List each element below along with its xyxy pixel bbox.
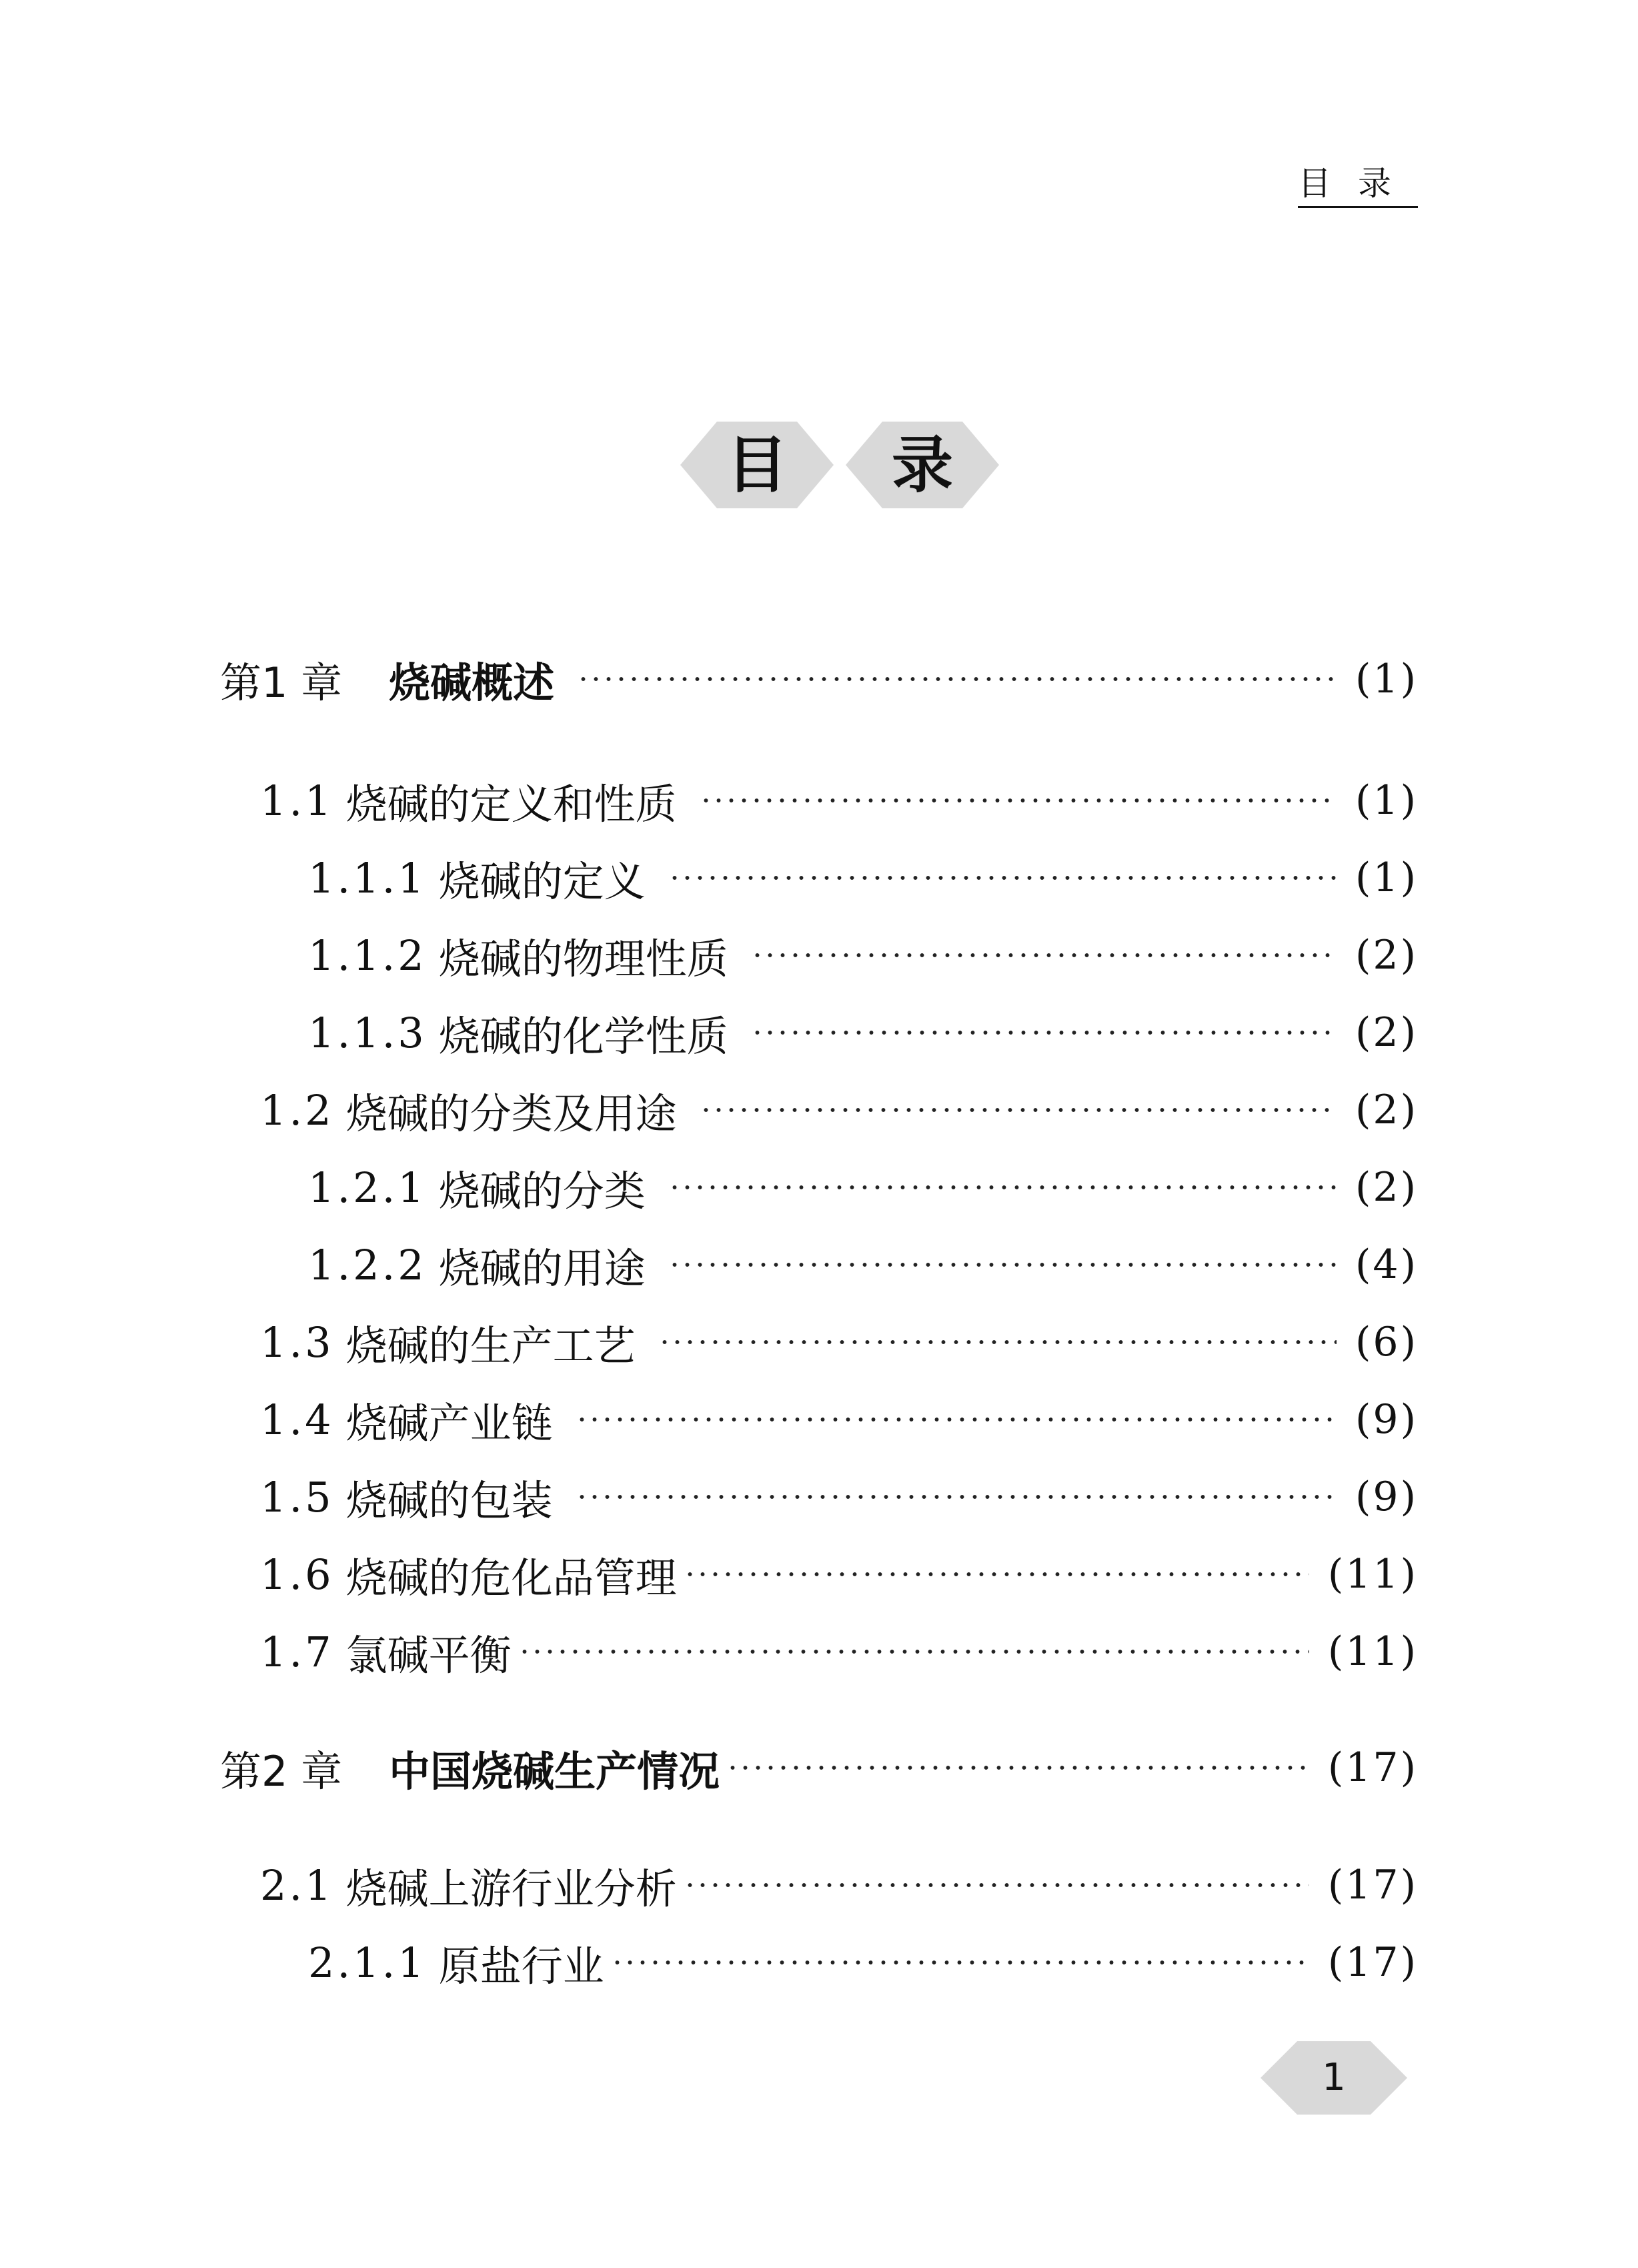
toc-entry-subsection[interactable] [308,1238,1418,1291]
dot-leader [518,1648,1309,1655]
toc-entry-number: 1.3 [260,1317,334,1367]
toc-entry-title: 烧碱的包装 [345,1476,553,1525]
toc-entry-number: 1.5 [260,1472,334,1522]
title-char-1: 目 [726,429,788,501]
dot-leader [611,1959,1309,1966]
toc-entry-chapter[interactable] [220,1741,1418,1794]
toc-entry-number: 1.7 [260,1627,334,1676]
toc-entry-title: 烧碱的定义 [438,857,646,906]
toc-entry-title: 烧碱的物理性质 [438,934,728,983]
title-char-2: 录 [891,429,953,501]
toc-entry-subsection[interactable] [308,1936,1418,1989]
toc-entry-number: 2.1 [260,1860,334,1910]
toc-entry-section[interactable] [260,1393,1418,1446]
toc-entry-title: 烧碱的用途 [438,1243,646,1293]
toc-entry-section[interactable] [260,1470,1418,1524]
toc-entry-number: 1.1 [260,776,334,825]
toc-entry-chapter[interactable] [220,652,1418,706]
toc-entry-subsection[interactable] [308,1006,1418,1059]
dot-leader [751,1029,1337,1036]
toc-entry-page: (6) [1355,1319,1418,1365]
toc-entry-section[interactable] [260,1625,1418,1678]
dot-leader [576,1416,1337,1423]
dot-leader [658,1339,1337,1345]
toc-entry-page: (2) [1355,932,1418,979]
toc-entry-page: (11) [1327,1628,1418,1675]
toc-entry-title: 烧碱的分类及用途 [345,1089,677,1138]
dot-leader [700,797,1337,804]
dot-leader [668,1184,1337,1191]
toc-entry-number: 1.1.3 [308,1008,427,1057]
toc-entry-number: 1.2.2 [308,1240,427,1289]
toc-entry-number: 2.1.1 [308,1938,427,1987]
toc-entry-page: (17) [1327,1862,1418,1908]
dot-leader [576,1494,1337,1500]
toc-entry-title: 中国烧碱生产情况 [389,1746,720,1796]
toc-entry-page: (1) [1355,855,1418,901]
dot-leader [700,1107,1337,1113]
page-number-text: 1 [1322,2056,1346,2099]
toc-entry-page: (1) [1355,656,1418,702]
toc-entry-section[interactable] [260,1548,1418,1601]
toc-entry-title: 烧碱概述 [389,658,555,707]
toc-entry-title: 烧碱的危化品管理 [345,1553,677,1602]
toc-entry-page: (9) [1355,1396,1418,1443]
toc-entry-page: (4) [1355,1241,1418,1288]
toc-entry-page: (17) [1327,1744,1418,1791]
toc-entry-title: 原盐行业 [438,1941,604,1991]
dot-leader [668,1261,1337,1268]
dot-leader [577,676,1337,682]
toc-entry-page: (17) [1327,1939,1418,1986]
running-head: 目录 [1298,165,1418,208]
toc-entry-number: 第2 章 [220,1746,343,1796]
toc-entry-number: 1.6 [260,1550,334,1599]
dot-leader [684,1571,1309,1578]
toc-entry-page: (2) [1355,1164,1418,1211]
toc-entry-section[interactable] [260,774,1418,827]
dot-leader [751,952,1337,959]
toc-entry-title: 烧碱的定义和性质 [345,779,677,828]
dot-leader [668,875,1337,881]
toc-entry-number: 1.2.1 [308,1163,427,1212]
dot-leader [684,1882,1309,1888]
toc-title [680,422,1000,508]
toc-entry-number: 1.1.2 [308,931,427,980]
toc-entry-page: (9) [1355,1474,1418,1520]
toc-entry-page: (2) [1355,1009,1418,1056]
toc-entry-subsection[interactable] [308,1161,1418,1214]
toc-entry-number: 第1 章 [220,658,343,707]
toc-entry-title: 烧碱的化学性质 [438,1011,728,1061]
toc-entry-number: 1.1.1 [308,853,427,903]
toc-entry-title: 氯碱平衡 [345,1630,512,1680]
toc-entry-title: 烧碱的生产工艺 [345,1321,636,1370]
toc-entry-page: (1) [1355,777,1418,824]
toc-entry-section[interactable] [260,1083,1418,1137]
dot-leader [726,1764,1309,1771]
toc-entry-title: 烧碱上游行业分析 [345,1864,677,1913]
toc-entry-title: 烧碱产业链 [345,1398,553,1448]
toc-entry-page: (11) [1327,1551,1418,1598]
toc-entry-title: 烧碱的分类 [438,1166,646,1215]
toc-entry-number: 1.2 [260,1085,334,1135]
toc-entry-section[interactable] [260,1315,1418,1369]
toc-entry-number: 1.4 [260,1395,334,1444]
toc-entry-section[interactable] [260,1858,1418,1912]
toc-entry-page: (2) [1355,1087,1418,1133]
toc-entry-subsection[interactable] [308,929,1418,982]
page-number [1261,2041,1407,2115]
toc-entry-subsection[interactable] [308,851,1418,905]
